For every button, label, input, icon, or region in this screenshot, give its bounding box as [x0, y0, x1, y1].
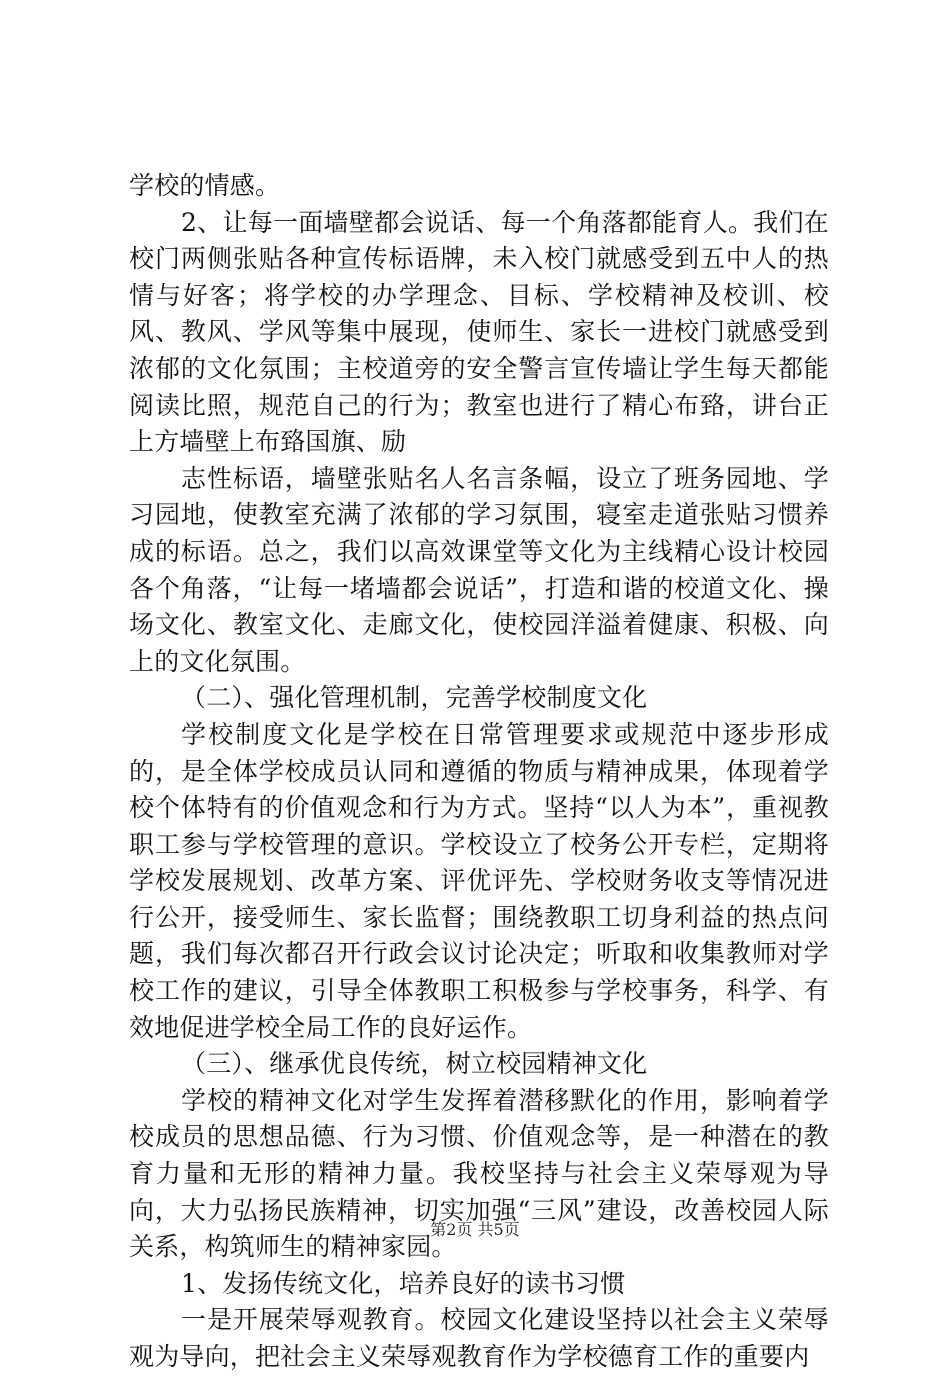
section-heading-2: （二）、强化管理机制，完善学校制度文化	[181, 683, 648, 713]
paragraph-4: 学校制度文化是学校在日常管理要求或规范中逐步形成的，是全体学校成员认同和遵循的物质与精神成果，体现着学校个体特有的价值观念和行为方式。坚持“以人为本”，重视教职工参与学校管理的意识。学校设立了校务公开专栏，定期将学校发展规划、改革方案、评优评先、学校财务收支等情况进行公开，接受师生、家长监督；围绕教职工切身利益的热点问题，我们每次都召开行政会议讨论决定；听取和收集教师对学校工作的建议，引导全体教职工积极参与学校事务，科学、有效地促进学校全局工作的良好运作。	[129, 719, 829, 1042]
paragraph-3: 志性标语，墙壁张贴名人名言条幅，设立了班务园地、学习园地，使教室充满了浓郁的学习氛围，寝室走道张贴习惯养成的标语。总之，我们以高效课堂等文化为主线精心设计校园各个角落，“让每一堵墙都会说话”，打造和谐的校道文化、操场文化、教室文化、走廊文化，使校园洋溢着健康、积极、向上的文化氛围。	[129, 463, 829, 676]
paragraph-2: 2、让每一面墙壁都会说话、每一个角落都能育人。我们在校门两侧张贴各种宣传标语牌，未入校门就感受到五中人的热情与好客；将学校的办学理念、目标、学校精神及校训、校风、教风、学风等集中展现，使师生、家长一进校门就感受到浓郁的文化氛围；主校道旁的安全警言宣传墙让学生每天都能阅读比照，规范自己的行为；教室也进行了精心布臵，讲台正上方墙壁上布臵国旗、励	[129, 207, 829, 457]
page-number-footer: 第2页 共5页	[430, 1220, 520, 1239]
paragraph-5: 学校的精神文化对学生发挥着潜移默化的作用，影响着学校成员的思想品德、行为习惯、价值观念等，是一种潜在的教育力量和无形的精神力量。我校坚持与社会主义荣辱观为导向，大力弘扬民族精神，切实加强“三风”建设，改善校园人际关系，构筑师生的精神家园。	[129, 1085, 829, 1262]
subheading-1: 1、发扬传统文化，培养良好的读书习惯	[181, 1268, 626, 1298]
section-heading-3: （三）、继承优良传统，树立校园精神文化	[181, 1049, 648, 1079]
paragraph-6: 一是开展荣辱观教育。校园文化建设坚持以社会主义荣辱观为导向，把社会主义荣辱观教育作为学校德育工作的重要内	[129, 1305, 829, 1371]
paragraph-1: 学校的情感。	[129, 171, 281, 200]
document-body	[129, 168, 829, 1376]
